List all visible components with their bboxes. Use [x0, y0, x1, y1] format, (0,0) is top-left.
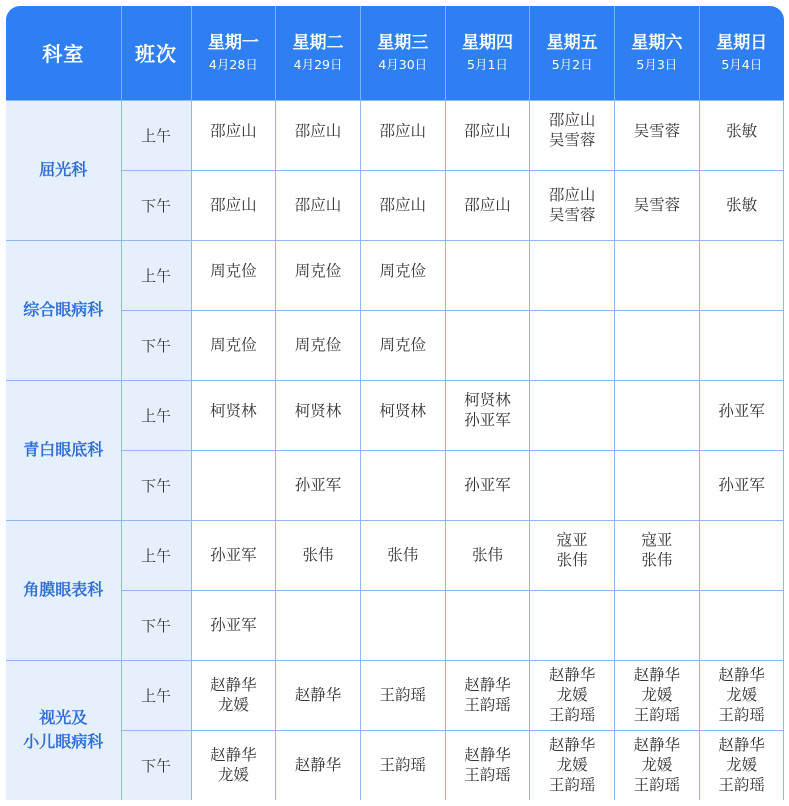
shift-pm: 下午: [121, 450, 191, 520]
doctor-name: 赵静华: [464, 746, 511, 764]
doctor-name: 张伟: [641, 550, 673, 569]
schedule-cell: [276, 730, 361, 800]
doctor-name: 赵静华: [548, 736, 596, 754]
schedule-cell: [360, 100, 445, 170]
dept-name-line1: 视光及: [39, 708, 88, 727]
schedule-cell: [530, 730, 615, 800]
doctor-name: 邵应山: [464, 196, 511, 214]
schedule-cell: [530, 100, 615, 170]
shift-am: 上午: [121, 520, 191, 590]
doctor-name: 赵静华: [633, 666, 681, 684]
schedule-cell: [615, 170, 700, 240]
doctor-name: 王韵瑶: [464, 696, 511, 714]
date-label: 4月30日: [378, 56, 428, 72]
doctor-name: 张敏: [726, 121, 758, 140]
doctor-name: 张伟: [556, 550, 588, 569]
doctor-name: 孙亚军: [718, 476, 765, 494]
row-dept-0-am: [6, 100, 784, 170]
doctor-name: 赵静华: [548, 666, 596, 684]
schedule-cell: [276, 590, 361, 660]
schedule-cell: [276, 450, 361, 520]
schedule-cell: [615, 100, 700, 170]
doctor-name: 吴雪蓉: [633, 196, 681, 214]
doctor-name: 赵静华: [294, 756, 342, 774]
doctor-name: 龙媛: [641, 686, 673, 704]
header-dept: 科室: [6, 6, 121, 100]
doctor-name: 龙媛: [217, 696, 249, 714]
schedule-cell: [360, 310, 445, 380]
schedule-cell: [445, 240, 530, 310]
schedule-cell: [276, 100, 361, 170]
schedule-cell: [530, 380, 615, 450]
doctor-name: 张伟: [302, 546, 334, 564]
doctor-name: 柯贤林: [464, 390, 511, 409]
doctor-name: 邵应山: [294, 121, 342, 140]
row-dept-2-am: [6, 380, 784, 450]
schedule-cell: [530, 310, 615, 380]
schedule-cell: [530, 450, 615, 520]
schedule-table-container: [6, 6, 784, 800]
doctor-name: 王韵瑶: [718, 776, 765, 794]
doctor-name: 周克俭: [294, 336, 342, 354]
schedule-cell: [445, 450, 530, 520]
doctor-name: 邵应山: [548, 186, 596, 204]
shift-am: 上午: [121, 100, 191, 170]
schedule-cell: [191, 520, 276, 590]
header-shift: 班次: [121, 6, 191, 100]
doctor-name: 孙亚军: [210, 546, 257, 564]
schedule-table: [6, 6, 784, 800]
schedule-cell: [530, 520, 615, 590]
schedule-cell: [445, 520, 530, 590]
doctor-name: 王韵瑶: [718, 706, 765, 724]
schedule-cell: [615, 660, 700, 730]
schedule-cell: [276, 380, 361, 450]
schedule-cell: [699, 590, 784, 660]
schedule-cell: [360, 520, 445, 590]
schedule-cell: [191, 730, 276, 800]
schedule-cell: [445, 170, 530, 240]
schedule-cell: [445, 730, 530, 800]
schedule-cell: [530, 590, 615, 660]
schedule-cell: [191, 380, 276, 450]
weekday-label: 星期五: [546, 32, 598, 53]
dept-name-cornea: 角膜眼表科: [6, 520, 121, 660]
schedule-cell: [191, 660, 276, 730]
weekday-label: 星期三: [377, 32, 429, 53]
doctor-name: 吴雪蓉: [633, 121, 681, 140]
date-label: 4月29日: [293, 56, 343, 72]
weekday-label: 星期一: [207, 32, 259, 53]
date-label: 5月3日: [636, 56, 678, 72]
schedule-cell: [191, 100, 276, 170]
header-day-mon: [191, 6, 276, 100]
doctor-name: 赵静华: [633, 736, 681, 754]
schedule-cell: [276, 310, 361, 380]
schedule-cell: [276, 240, 361, 310]
schedule-cell: [699, 380, 784, 450]
schedule-cell: [360, 660, 445, 730]
header-day-fri: [530, 6, 615, 100]
schedule-cell: [445, 380, 530, 450]
schedule-cell: [276, 170, 361, 240]
schedule-cell: [615, 520, 700, 590]
doctor-name: 龙媛: [556, 756, 588, 774]
doctor-name: 张伟: [471, 546, 503, 564]
row-dept-1-am: [6, 240, 784, 310]
schedule-cell: [360, 240, 445, 310]
schedule-cell: [191, 450, 276, 520]
schedule-cell: [191, 310, 276, 380]
doctor-name: 邵应山: [210, 121, 257, 140]
schedule-cell: [530, 660, 615, 730]
doctor-name: 王韵瑶: [379, 756, 427, 774]
header-row: [6, 6, 784, 100]
schedule-cell: [615, 240, 700, 310]
row-dept-1-pm: [6, 310, 784, 380]
doctor-name: 孙亚军: [294, 476, 342, 494]
date-label: 5月4日: [721, 56, 763, 72]
shift-am: 上午: [121, 660, 191, 730]
row-dept-2-pm: [6, 450, 784, 520]
shift-pm: 下午: [121, 590, 191, 660]
doctor-name: 寇亚: [556, 530, 588, 549]
dept-name-general: 综合眼病科: [6, 240, 121, 380]
dept-name-refraction: 屈光科: [6, 100, 121, 240]
schedule-cell: [276, 660, 361, 730]
doctor-name: 龙媛: [217, 766, 249, 784]
doctor-name: 赵静华: [294, 686, 342, 704]
row-dept-3-am: [6, 520, 784, 590]
schedule-cell: [191, 240, 276, 310]
schedule-cell: [699, 660, 784, 730]
row-dept-0-pm: [6, 170, 784, 240]
schedule-cell: [360, 450, 445, 520]
schedule-cell: [360, 730, 445, 800]
doctor-name: 周克俭: [379, 261, 427, 280]
doctor-name: 周克俭: [294, 261, 342, 280]
doctor-name: 赵静华: [718, 736, 765, 754]
doctor-name: 张伟: [387, 546, 419, 564]
row-dept-3-pm: [6, 590, 784, 660]
schedule-cell: [615, 590, 700, 660]
schedule-cell: [615, 380, 700, 450]
doctor-name: 孙亚军: [464, 476, 511, 494]
doctor-name: 周克俭: [210, 336, 257, 354]
doctor-name: 王韵瑶: [633, 776, 681, 794]
schedule-cell: [699, 450, 784, 520]
doctor-name: 龙媛: [556, 686, 588, 704]
doctor-name: 吴雪蓉: [548, 206, 596, 224]
schedule-cell: [445, 310, 530, 380]
doctor-name: 柯贤林: [379, 401, 427, 420]
doctor-name: 周克俭: [379, 336, 427, 354]
row-dept-4-am: [6, 660, 784, 730]
date-label: 4月28日: [208, 56, 258, 72]
shift-am: 上午: [121, 240, 191, 310]
shift-pm: 下午: [121, 170, 191, 240]
row-dept-4-pm: [6, 730, 784, 800]
schedule-cell: [360, 590, 445, 660]
schedule-cell: [615, 310, 700, 380]
doctor-name: 孙亚军: [464, 410, 511, 429]
weekday-label: 星期六: [631, 32, 683, 53]
schedule-cell: [699, 170, 784, 240]
schedule-cell: [615, 450, 700, 520]
dept-name-glaucoma-retina: 青白眼底科: [6, 380, 121, 520]
doctor-name: 柯贤林: [210, 401, 257, 420]
schedule-cell: [276, 520, 361, 590]
doctor-name: 龙媛: [641, 756, 673, 774]
dept-name-optometry-pediatric: [6, 660, 121, 800]
shift-pm: 下午: [121, 310, 191, 380]
doctor-name: 邵应山: [210, 196, 257, 214]
doctor-name: 王韵瑶: [379, 686, 427, 704]
date-label: 5月2日: [551, 56, 593, 72]
doctor-name: 柯贤林: [294, 401, 342, 420]
weekday-label: 星期日: [716, 32, 768, 53]
schedule-cell: [530, 240, 615, 310]
doctor-name: 吴雪蓉: [548, 130, 596, 149]
shift-pm: 下午: [121, 730, 191, 800]
schedule-cell: [191, 170, 276, 240]
doctor-name: 寇亚: [641, 530, 673, 549]
dept-name-line2: 小儿眼病科: [23, 732, 104, 751]
doctor-name: 王韵瑶: [633, 706, 681, 724]
header-day-thu: [445, 6, 530, 100]
doctor-name: 张敏: [726, 196, 758, 214]
schedule-cell: [445, 100, 530, 170]
schedule-cell: [699, 520, 784, 590]
weekday-label: 星期四: [461, 32, 513, 53]
header-day-wed: [360, 6, 445, 100]
doctor-name: 邵应山: [379, 196, 427, 214]
doctor-name: 邵应山: [294, 196, 342, 214]
schedule-cell: [699, 310, 784, 380]
header-day-sun: [699, 6, 784, 100]
schedule-cell: [699, 100, 784, 170]
weekday-label: 星期二: [292, 32, 344, 53]
doctor-name: 龙媛: [726, 686, 758, 704]
doctor-name: 邵应山: [464, 121, 511, 140]
schedule-cell: [615, 730, 700, 800]
shift-am: 上午: [121, 380, 191, 450]
schedule-cell: [360, 380, 445, 450]
schedule-cell: [360, 170, 445, 240]
doctor-name: 赵静华: [464, 676, 511, 694]
schedule-cell: [699, 730, 784, 800]
doctor-name: 孙亚军: [210, 616, 257, 634]
doctor-name: 王韵瑶: [464, 766, 511, 784]
schedule-cell: [445, 660, 530, 730]
doctor-name: 邵应山: [379, 121, 427, 140]
doctor-name: 赵静华: [718, 666, 765, 684]
schedule-cell: [699, 240, 784, 310]
schedule-body: [6, 100, 784, 800]
header-day-tue: [276, 6, 361, 100]
doctor-name: 龙媛: [726, 756, 758, 774]
doctor-name: 王韵瑶: [548, 706, 596, 724]
header-day-sat: [615, 6, 700, 100]
doctor-name: 周克俭: [210, 261, 257, 280]
doctor-name: 孙亚军: [718, 401, 765, 420]
schedule-cell: [191, 590, 276, 660]
date-label: 5月1日: [467, 56, 508, 72]
schedule-cell: [530, 170, 615, 240]
doctor-name: 邵应山: [548, 110, 596, 129]
schedule-cell: [445, 590, 530, 660]
doctor-name: 赵静华: [210, 746, 257, 764]
doctor-name: 王韵瑶: [548, 776, 596, 794]
doctor-name: 赵静华: [210, 676, 257, 694]
